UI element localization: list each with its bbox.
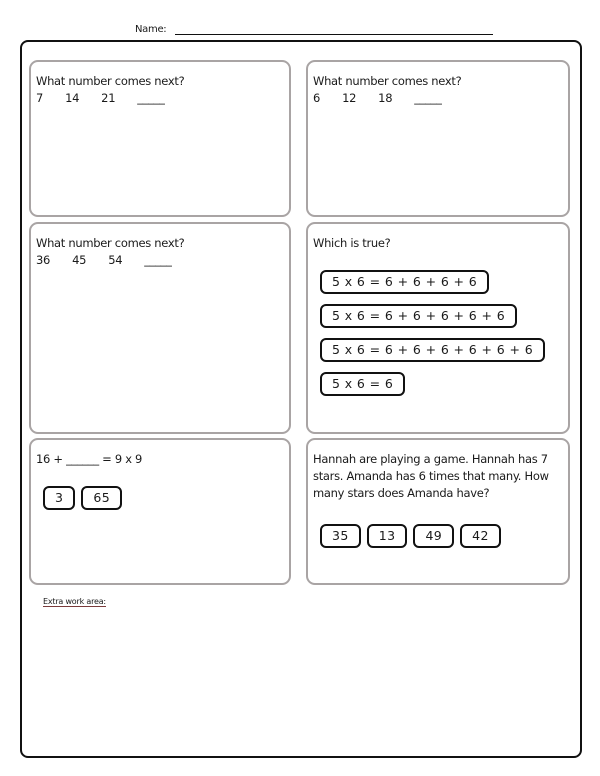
- question-prompt: What number comes next?: [36, 236, 185, 250]
- answer-choice[interactable]: 3: [43, 486, 75, 510]
- answer-choice[interactable]: 5 x 6 = 6: [320, 372, 405, 396]
- question-card-4: [306, 222, 570, 434]
- answer-choice[interactable]: 49: [413, 524, 454, 548]
- answer-choice[interactable]: 13: [367, 524, 408, 548]
- number-sequence: 36 45 54 _____: [36, 253, 172, 267]
- number-sequence: 7 14 21 _____: [36, 91, 165, 105]
- answer-choice[interactable]: 65: [81, 486, 122, 510]
- question-card-5: [29, 438, 291, 585]
- extra-work-area-label: Extra work area:: [43, 597, 106, 606]
- question-card-2: [306, 60, 570, 217]
- question-prompt: What number comes next?: [36, 74, 185, 88]
- question-prompt: Which is true?: [313, 236, 391, 250]
- name-field-line[interactable]: [175, 34, 493, 35]
- answer-choice[interactable]: 5 x 6 = 6 + 6 + 6 + 6 + 6: [320, 304, 517, 328]
- answer-choice[interactable]: 5 x 6 = 6 + 6 + 6 + 6: [320, 270, 489, 294]
- question-card-6: [306, 438, 570, 585]
- question-prompt: 16 + ______ = 9 x 9: [36, 452, 143, 466]
- answer-choices: [320, 524, 501, 548]
- question-prompt: What number comes next?: [313, 74, 462, 88]
- answer-choice[interactable]: 5 x 6 = 6 + 6 + 6 + 6 + 6 + 6: [320, 338, 545, 362]
- extra-work-area[interactable]: [30, 612, 570, 748]
- question-card-3: [29, 222, 291, 434]
- name-label: Name:: [135, 24, 167, 35]
- answer-choices: [320, 270, 545, 396]
- answer-choices: [43, 486, 122, 510]
- answer-choice[interactable]: 35: [320, 524, 361, 548]
- number-sequence: 6 12 18 _____: [313, 91, 442, 105]
- answer-choice[interactable]: 42: [460, 524, 501, 548]
- question-prompt: Hannah are playing a game. Hannah has 7 stars. Amanda has 6 times that many. How many stars does Amanda have?: [313, 452, 549, 500]
- question-card-1: [29, 60, 291, 217]
